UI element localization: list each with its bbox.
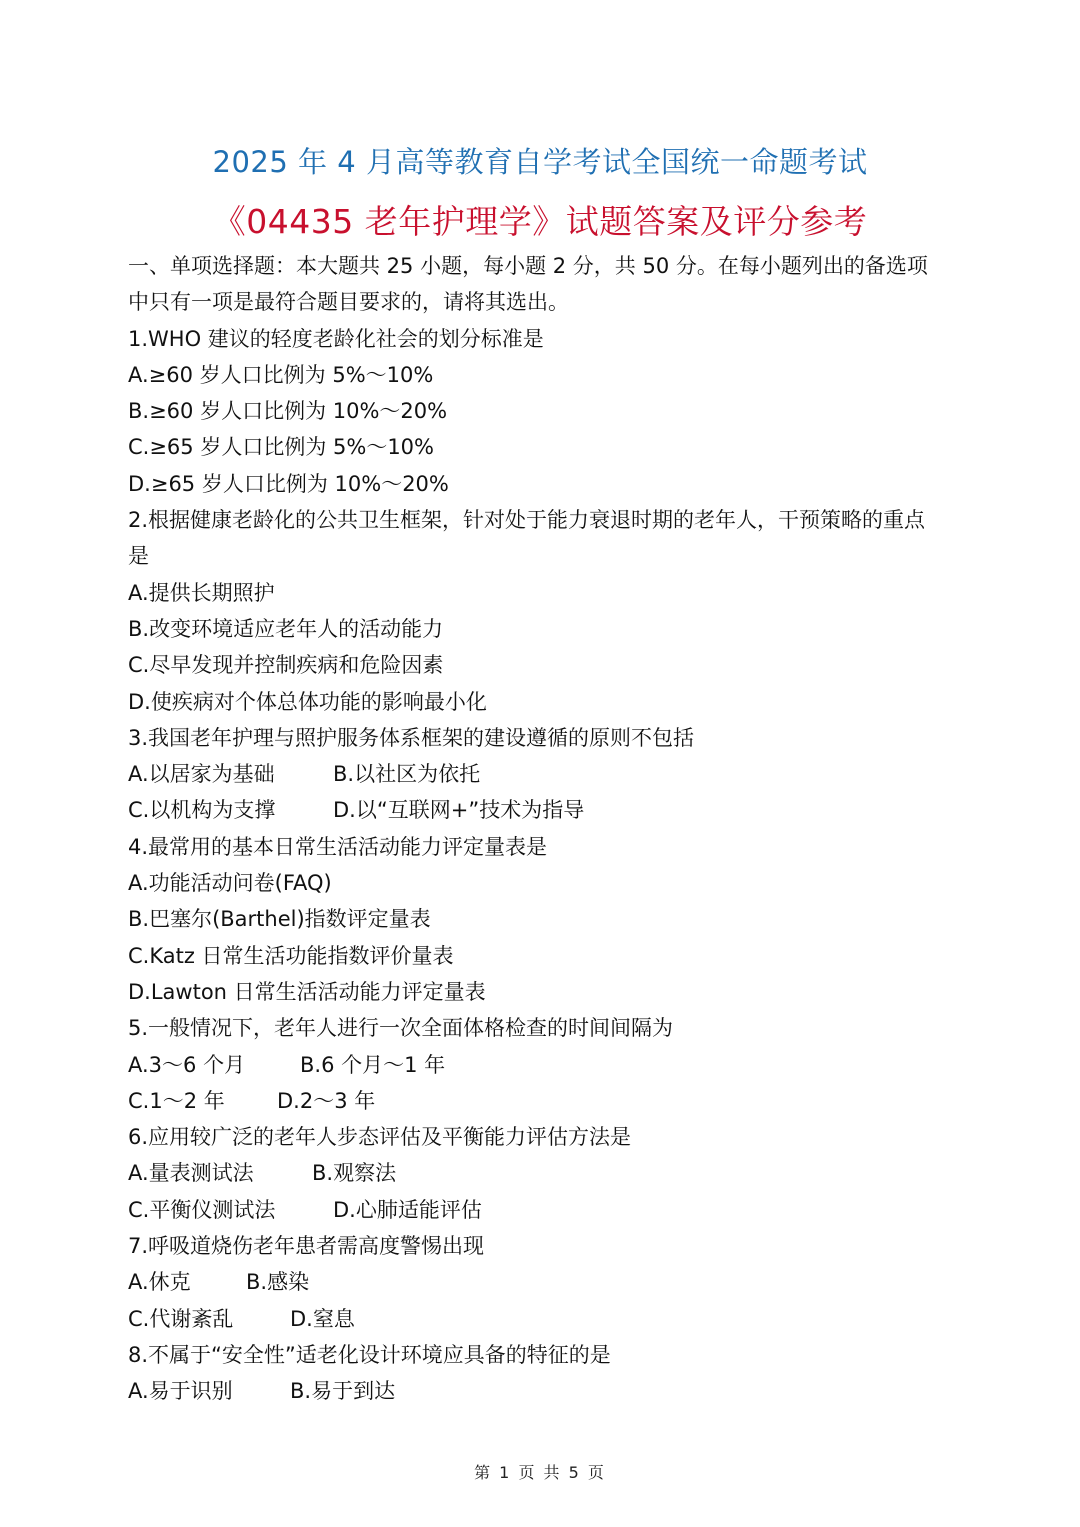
question-4-option-b: B.巴塞尔(Barthel)指数评定量表 — [128, 907, 431, 932]
question-2-option-d: D.使疾病对个体总体功能的影响最小化 — [128, 689, 487, 714]
question-5-stem: 5.一般情况下，老年人进行一次全面体格检查的时间间隔为 — [128, 1016, 674, 1041]
question-7-option-d: D.窒息 — [290, 1306, 355, 1331]
question-1-option-a: A.≥60 岁人口比例为 5%～10% — [128, 362, 434, 387]
question-3-options-row-1 — [128, 756, 958, 792]
section-intro-line-2: 中只有一项是最符合题目要求的，请将其选出。 — [128, 290, 569, 315]
question-8-options-row-1 — [128, 1373, 958, 1409]
answer-key-title: 《04435 老年护理学》试题答案及评分参考 — [212, 202, 868, 241]
question-5-option-a: A.3～6 个月 — [128, 1052, 246, 1077]
question-5-option-c: C.1～2 年 — [128, 1088, 225, 1113]
question-1-option-c: C.≥65 岁人口比例为 5%～10% — [128, 435, 434, 460]
question-1-option-b: B.≥60 岁人口比例为 10%～20% — [128, 399, 448, 424]
question-7-option-a: A.休克 — [128, 1270, 191, 1295]
question-2-stem-line-1: 2.根据健康老龄化的公共卫生框架，针对处于能力衰退时期的老年人，干预策略的重点 — [128, 508, 926, 533]
question-6-options-row-1 — [128, 1155, 958, 1191]
question-6-options-row-2 — [128, 1192, 958, 1228]
question-3-option-b: B.以社区为依托 — [333, 762, 481, 787]
question-8-option-b: B.易于到达 — [290, 1379, 396, 1404]
question-4-option-c: C.Katz 日常生活功能指数评价量表 — [128, 943, 454, 968]
question-2-stem-line-2: 是 — [128, 544, 149, 569]
question-6-option-c: C.平衡仪测试法 — [128, 1197, 276, 1222]
question-7-option-c: C.代谢紊乱 — [128, 1306, 234, 1331]
question-7-option-b: B.感染 — [246, 1270, 310, 1295]
question-3-options-row-2 — [128, 792, 958, 828]
question-1-stem: 1.WHO 建议的轻度老龄化社会的划分标准是 — [128, 326, 544, 351]
question-2-option-b: B.改变环境适应老年人的活动能力 — [128, 616, 444, 641]
question-3-option-a: A.以居家为基础 — [128, 762, 275, 787]
question-3-stem: 3.我国老年护理与照护服务体系框架的建设遵循的原则不包括 — [128, 725, 695, 750]
question-4-option-d: D.Lawton 日常生活活动能力评定量表 — [128, 979, 486, 1004]
page-number: 第 1 页 共 5 页 — [474, 1463, 606, 1482]
question-5-options-row-2 — [128, 1083, 958, 1119]
question-2-option-c: C.尽早发现并控制疾病和危险因素 — [128, 653, 444, 678]
question-7-stem: 7.呼吸道烧伤老年患者需高度警惕出现 — [128, 1234, 485, 1259]
question-1-option-d: D.≥65 岁人口比例为 10%～20% — [128, 471, 449, 496]
question-content — [128, 248, 958, 1410]
question-4-stem: 4.最常用的基本日常生活活动能力评定量表是 — [128, 834, 548, 859]
question-8-option-a: A.易于识别 — [128, 1379, 233, 1404]
exam-title: 2025 年 4 月高等教育自学考试全国统一命题考试 — [212, 145, 868, 179]
question-6-option-d: D.心肺适能评估 — [333, 1197, 482, 1222]
question-7-options-row-2 — [128, 1301, 958, 1337]
section-intro-line-1: 一、单项选择题：本大题共 25 小题，每小题 2 分，共 50 分。在每小题列出的备选项 — [128, 254, 928, 278]
question-6-option-b: B.观察法 — [312, 1161, 397, 1186]
question-3-option-c: C.以机构为支撑 — [128, 798, 276, 823]
question-2-option-a: A.提供长期照护 — [128, 580, 275, 605]
question-6-option-a: A.量表测试法 — [128, 1161, 254, 1186]
question-5-options-row-1 — [128, 1047, 958, 1083]
question-5-option-b: B.6 个月～1 年 — [300, 1052, 446, 1077]
question-8-stem: 8.不属于“安全性”适老化设计环境应具备的特征的是 — [128, 1342, 611, 1367]
question-6-stem: 6.应用较广泛的老年人步态评估及平衡能力评估方法是 — [128, 1125, 632, 1150]
question-4-option-a: A.功能活动问卷(FAQ) — [128, 871, 332, 896]
question-7-options-row-1 — [128, 1264, 958, 1300]
question-5-option-d: D.2～3 年 — [277, 1088, 376, 1113]
question-3-option-d: D.以“互联网+”技术为指导 — [333, 798, 585, 823]
